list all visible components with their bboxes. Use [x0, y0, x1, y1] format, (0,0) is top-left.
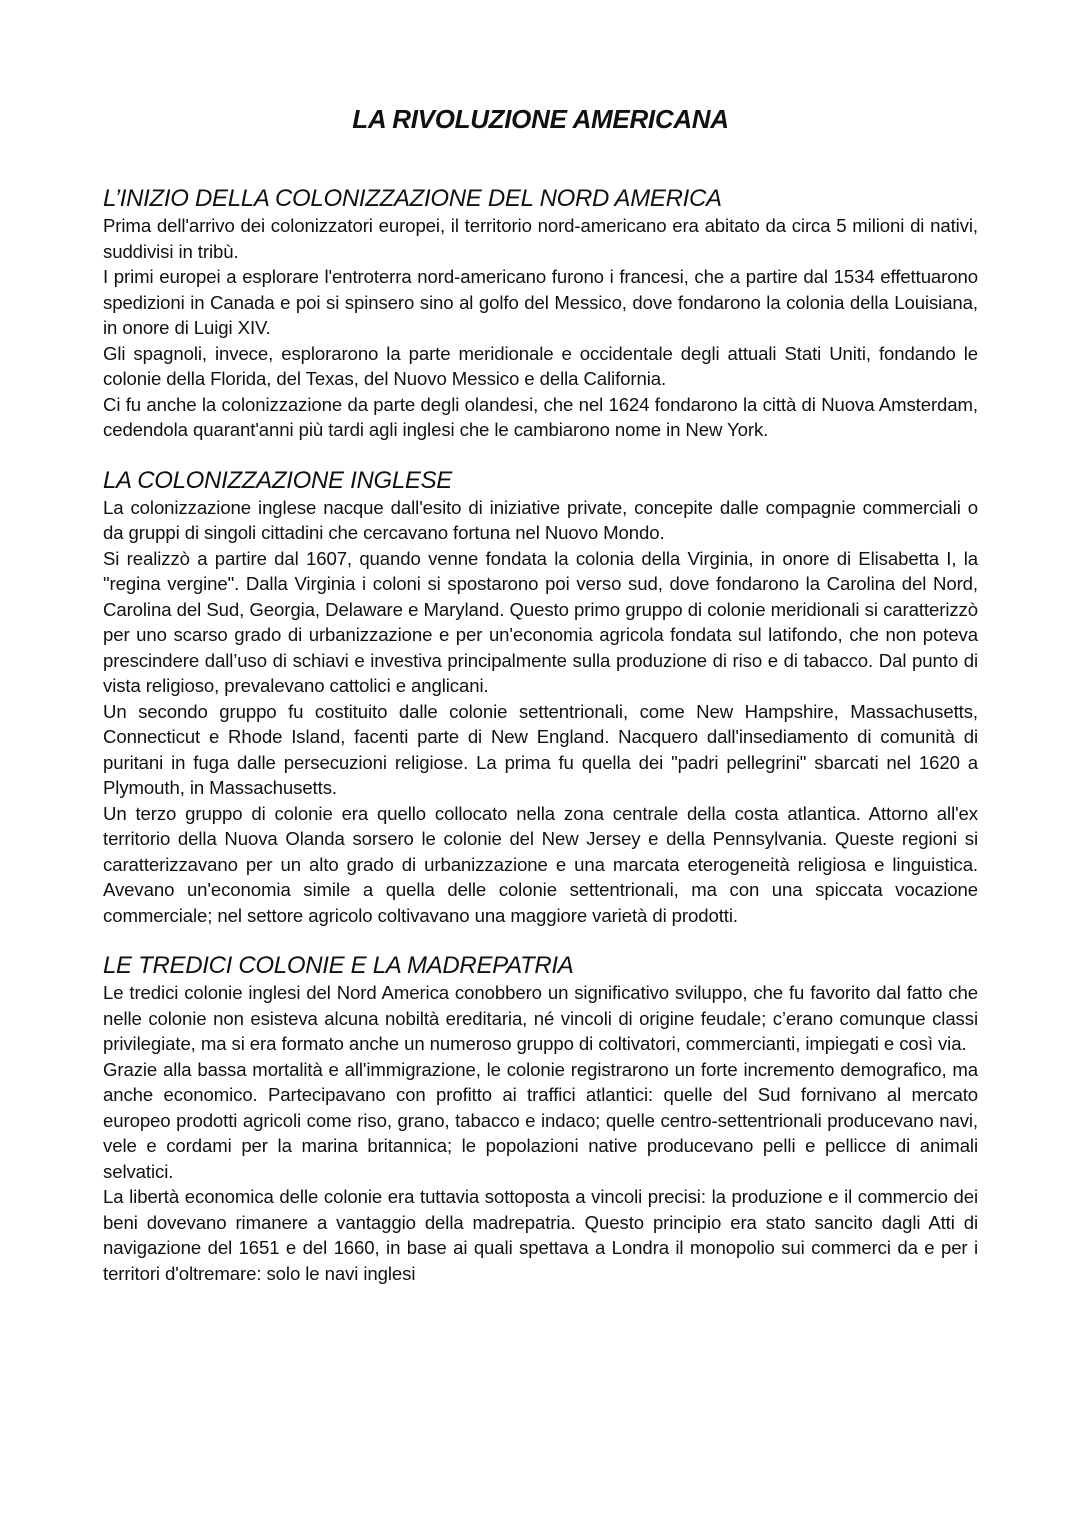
paragraph: Un terzo gruppo di colonie era quello collocato nella zona centrale della costa atlantica. Attorno all'ex territorio della Nuova Olanda sorsero le colonie del New Jersey e della Pennsylvania. Queste regioni si caratterizzavano per un alto grado di urbanizzazione e una marcata eterogeneità religiosa e linguistica. Avevano un'economia simile a quella delle colonie settentrionali, ma con una spiccata vocazione commerciale; nel settore agricolo coltivavano una maggiore varietà di prodotti.: [103, 802, 978, 926]
paragraph: La libertà economica delle colonie era tuttavia sottoposta a vincoli precisi: la produzione e il commercio dei beni dovevano rimanere a vantaggio della madrepatria. Questo principio era stato sancito dagli Atti di navigazione del 1651 e del 1660, in base ai quali spettava a Londra il monopolio sui commerci da e per i territori d'oltremare: solo le navi inglesi: [103, 1186, 978, 1284]
paragraph: I primi europei a esplorare l'entroterra nord-americano furono i francesi, che a partire dal 1534 effettuarono spedizioni in Canada e poi si spinsero sino al golfo del Messico, dove fondarono la colonia della Louisiana, in onore di Luigi XIV.: [103, 266, 978, 338]
section-heading: LA COLONIZZAZIONE INGLESE: [103, 466, 453, 494]
paragraph: Grazie alla bassa mortalità e all'immigrazione, le colonie registrarono un forte incremento demografico, ma anche economico. Partecipavano con profitto ai traffici atlantici: quelle del Sud fornivano al mercato europeo prodotti agricoli come riso, grano, tabacco e indaco; quelle centro-settentrionali producevano navi, vele e cordami per la marina britannica; le popolazioni native producevano pelli e pellicce di animali selvatici.: [103, 1058, 978, 1182]
section-heading: LE TREDICI COLONIE E LA MADREPATRIA: [103, 952, 574, 979]
paragraph: Un secondo gruppo fu costituito dalle colonie settentrionali, come New Hampshire, Massachusetts, Connecticut e Rhode Island, facenti parte di New England. Nacquero dall'insediamento di comunità di puritani in fuga dalle persecuzioni religiose. La prima fu quella dei "padri pellegrini" sbarcati nel 1620 a Plymouth, in Massachusetts.: [103, 700, 978, 798]
paragraph: Ci fu anche la colonizzazione da parte degli olandesi, che nel 1624 fondarono la città di Nuova Amsterdam, cedendola quarant'anni più tardi agli inglesi che le cambiarono nome in New York.: [103, 393, 978, 440]
paragraph: La colonizzazione inglese nacque dall'esito di iniziative private, concepite dalle compagnie commerciali o da gruppi di singoli cittadini che cercavano fortuna nel Nuovo Mondo.: [103, 496, 978, 543]
section-thirteen-colonies: [103, 952, 978, 1286]
section-colonization-start: [103, 185, 978, 443]
paragraph: Le tredici colonie inglesi del Nord America conobbero un significativo sviluppo, che fu favorito dal fatto che nelle colonie non esisteva alcuna nobiltà ereditaria, né vincoli di origine feudale; c’erano comunque classi privilegiate, ma si era formato anche un numeroso gruppo di coltivatori, commercianti, impiegati e così via.: [103, 982, 978, 1054]
paragraph: Gli spagnoli, invece, esplorarono la parte meridionale e occidentale degli attuali Stati Uniti, fondando le colonie della Florida, del Texas, del Nuovo Messico e della California.: [103, 342, 978, 389]
section-english-colonization: [103, 467, 978, 929]
paragraph: Si realizzò a partire dal 1607, quando venne fondata la colonia della Virginia, in onore di Elisabetta I, la "regina vergine". Dalla Virginia i coloni si spostarono poi verso sud, dove fondarono la Carolina del Nord, Carolina del Sud, Georgia, Delaware e Maryland. Questo primo gruppo di colonie meridionali si caratterizzò per uno scarso grado di urbanizzazione e per un'economia agricola fondata sul latifondo, che non poteva prescindere dall’uso di schiavi e investiva principalmente sulla produzione di riso e di tabacco. Dal punto di vista religioso, prevalevano cattolici e anglicani.: [103, 547, 978, 696]
paragraph: Prima dell'arrivo dei colonizzatori europei, il territorio nord-americano era abitato da circa 5 milioni di nativi, suddivisi in tribù.: [103, 215, 978, 262]
document-title: LA RIVOLUZIONE AMERICANA: [352, 104, 729, 134]
document-page: [103, 103, 978, 1310]
section-heading: L’INIZIO DELLA COLONIZZAZIONE DEL NORD AMERICA: [103, 185, 722, 212]
